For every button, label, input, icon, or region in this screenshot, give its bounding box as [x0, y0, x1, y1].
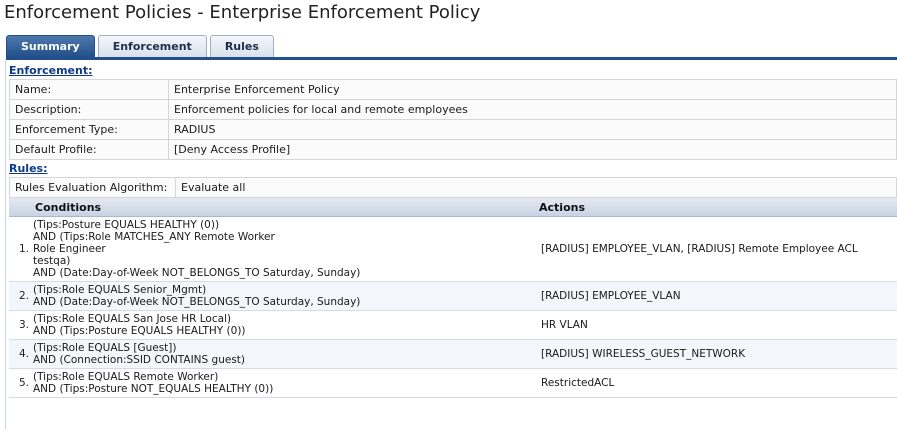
- rule-conditions: [31, 217, 535, 282]
- condition-line: AND (Tips:Posture EQUALS HEALTHY (0)): [33, 325, 246, 337]
- field-value: RADIUS: [169, 120, 897, 140]
- rules-table: [9, 198, 897, 398]
- field-label: Description:: [10, 100, 169, 120]
- actions-column-header: Actions: [535, 198, 897, 217]
- summary-row-default-profile: [10, 140, 897, 160]
- rule-conditions: [31, 282, 535, 311]
- rule-row[interactable]: [9, 282, 897, 311]
- rule-conditions: [31, 311, 535, 340]
- rule-actions: RestrictedACL: [535, 369, 897, 398]
- enforcement-section-title: Enforcement:: [9, 64, 93, 77]
- tab-bar: [6, 35, 274, 57]
- rule-number: 5.: [9, 369, 31, 398]
- page-title: Enforcement Policies - Enterprise Enforcement Policy: [4, 2, 481, 23]
- field-value: Enforcement policies for local and remote employees: [169, 100, 897, 120]
- rule-row[interactable]: [9, 311, 897, 340]
- field-label: Default Profile:: [10, 140, 169, 160]
- tab-rules[interactable]: Rules: [210, 35, 274, 57]
- rule-row[interactable]: [9, 217, 897, 282]
- condition-line: (Tips:Role EQUALS Senior_Mgmt): [33, 284, 207, 296]
- condition-line: AND (Tips:Role MATCHES_ANY Remote Worker: [33, 231, 275, 243]
- condition-line: AND (Tips:Posture NOT_EQUALS HEALTHY (0)): [33, 383, 274, 395]
- rule-actions: [RADIUS] WIRELESS_GUEST_NETWORK: [535, 340, 897, 369]
- conditions-column-header: Conditions: [31, 198, 535, 217]
- rule-number: 2.: [9, 282, 31, 311]
- field-value: [Deny Access Profile]: [169, 140, 897, 160]
- enforcement-summary-table: [9, 79, 897, 160]
- summary-row-description: [10, 100, 897, 120]
- field-value: Enterprise Enforcement Policy: [169, 80, 897, 100]
- field-label: Enforcement Type:: [10, 120, 169, 140]
- tab-summary[interactable]: Summary: [6, 35, 95, 57]
- rule-number: 4.: [9, 340, 31, 369]
- tab-underline: [6, 57, 897, 60]
- rule-actions: [RADIUS] EMPLOYEE_VLAN: [535, 282, 897, 311]
- rule-row[interactable]: [9, 369, 897, 398]
- rule-row[interactable]: [9, 340, 897, 369]
- rules-algorithm-table: [9, 177, 897, 198]
- algorithm-row: [10, 178, 897, 198]
- rule-actions: [RADIUS] EMPLOYEE_VLAN, [RADIUS] Remote Employee ACL: [535, 217, 897, 282]
- num-column-header: [9, 198, 31, 217]
- content-border: [5, 60, 6, 429]
- rule-conditions: [31, 369, 535, 398]
- rules-header-row: [9, 198, 897, 217]
- condition-line: Role Engineer: [33, 243, 106, 255]
- summary-row-name: [10, 80, 897, 100]
- rule-number: 1.: [9, 217, 31, 282]
- condition-line: testqa): [33, 255, 71, 267]
- rule-number: 3.: [9, 311, 31, 340]
- rules-section-title: Rules:: [9, 162, 48, 175]
- algorithm-label: Rules Evaluation Algorithm:: [10, 178, 176, 198]
- algorithm-value: Evaluate all: [176, 178, 897, 198]
- condition-line: (Tips:Role EQUALS Remote Worker): [33, 371, 219, 383]
- condition-line: AND (Date:Day-of-Week NOT_BELONGS_TO Saturday, Sunday): [33, 296, 361, 308]
- condition-line: (Tips:Posture EQUALS HEALTHY (0)): [33, 219, 220, 231]
- condition-line: (Tips:Role EQUALS San Jose HR Local): [33, 313, 232, 325]
- summary-row-enforcement-type: [10, 120, 897, 140]
- rule-conditions: [31, 340, 535, 369]
- condition-line: AND (Date:Day-of-Week NOT_BELONGS_TO Saturday, Sunday): [33, 267, 361, 279]
- rule-actions: HR VLAN: [535, 311, 897, 340]
- condition-line: (Tips:Role EQUALS [Guest]): [33, 342, 177, 354]
- tab-enforcement[interactable]: Enforcement: [98, 35, 207, 57]
- field-label: Name:: [10, 80, 169, 100]
- condition-line: AND (Connection:SSID CONTAINS guest): [33, 354, 246, 366]
